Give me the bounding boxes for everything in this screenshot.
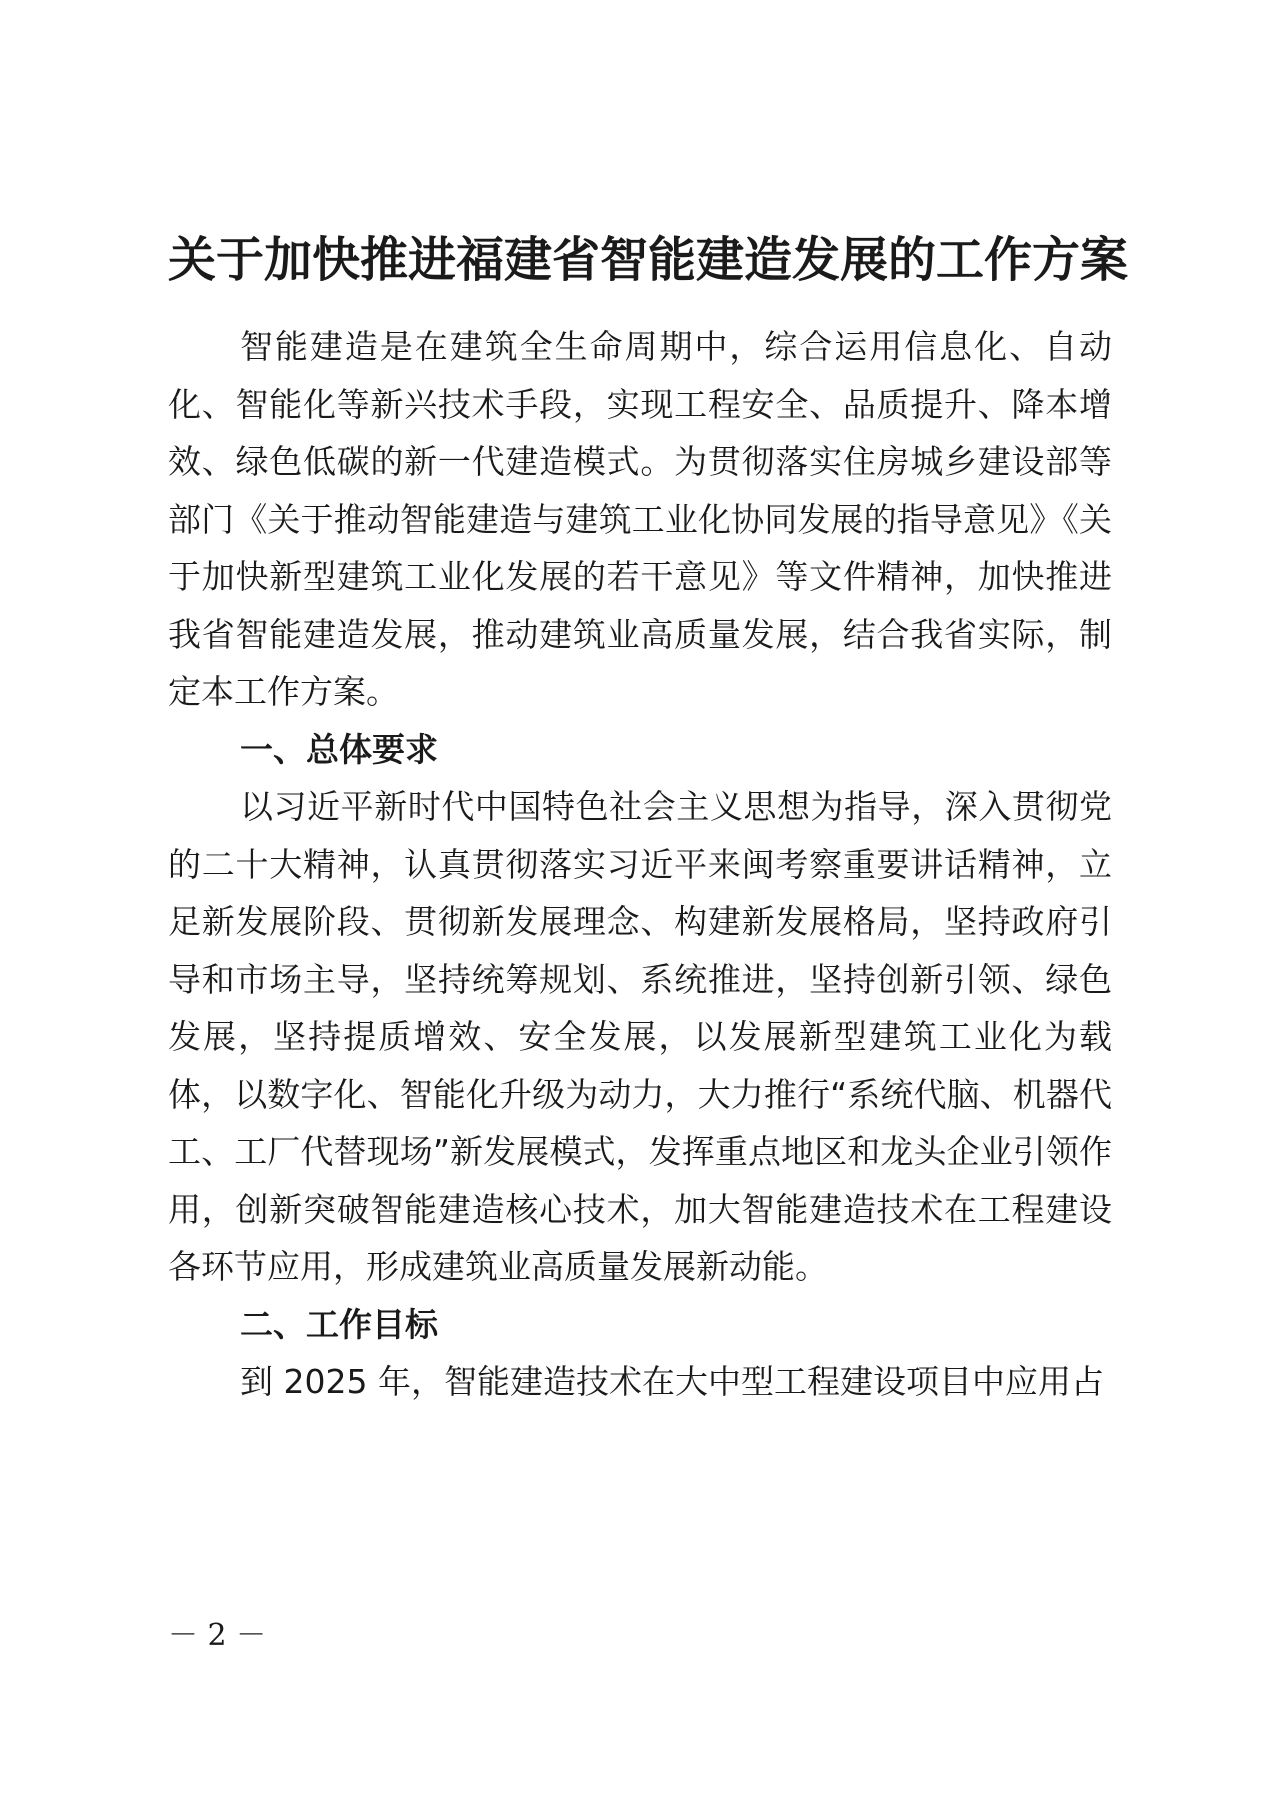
section-1-heading: 一、总体要求 — [240, 729, 438, 769]
intro-paragraph: 智能建造是在建筑全生命周期中，综合运用信息化、自动化、智能化等新兴技术手段，实现工程安全、品质提升、降本增效、绿色低碳的新一代建造模式。为贯彻落实住房城乡建设部等部门《关于推动智能建造与建筑工业化协同发展的指导意见》《关于加快新型建筑工业化发展的若干意见》等文件精神，加快推进我省智能建造发展，推动建筑业高质量发展，结合我省实际，制定本工作方案。 — [168, 327, 1112, 711]
document-body — [168, 318, 1112, 1411]
page-number: － 2 － — [168, 1618, 267, 1653]
document-title: 关于加快推进福建省智能建造发展的工作方案 — [168, 232, 1129, 288]
section-2-paragraph: 到 2025 年，智能建造技术在大中型工程建设项目中应用占 — [240, 1362, 1104, 1401]
section-2-heading: 二、工作目标 — [240, 1304, 438, 1344]
section-1-paragraph: 以习近平新时代中国特色社会主义思想为指导，深入贯彻党的二十大精神，认真贯彻落实习近平来闽考察重要讲话精神，立足新发展阶段、贯彻新发展理念、构建新发展格局，坚持政府引导和市场主导，坚持统筹规划、系统推进，坚持创新引领、绿色发展，坚持提质增效、安全发展，以发展新型建筑工业化为载体，以数字化、智能化升级为动力，大力推行“系统代脑、机器代工、工厂代替现场”新发展模式，发挥重点地区和龙头企业引领作用，创新突破智能建造核心技术，加大智能建造技术在工程建设各环节应用，形成建筑业高质量发展新动能。 — [168, 787, 1112, 1286]
